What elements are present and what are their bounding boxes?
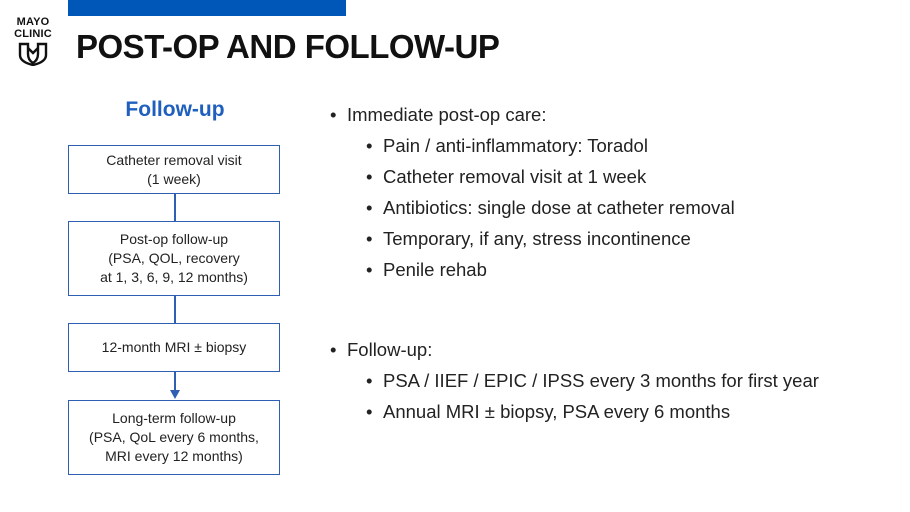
flow-box-long-term-follow-up: Long-term follow-up (PSA, QoL every 6 months, MRI every 12 months) [68, 400, 280, 475]
list-item: • Antibiotics: single dose at catheter removal [366, 197, 735, 218]
flow-connector [174, 372, 176, 392]
list-item: • Temporary, if any, stress incontinence [366, 228, 691, 249]
flow-connector [174, 296, 176, 323]
mayo-clinic-logo [8, 16, 58, 66]
logo-text-line1: MAYO [16, 16, 50, 28]
flow-box-post-op-follow-up: Post-op follow-up (PSA, QOL, recovery at 1, 3, 6, 9, 12 months) [68, 221, 280, 296]
top-accent-bar [68, 0, 346, 16]
flow-box-catheter-removal: Catheter removal visit (1 week) [68, 145, 280, 194]
arrow-down-icon [170, 390, 180, 399]
list-item: • Pain / anti-inflammatory: Toradol [366, 135, 648, 156]
logo-text-line2: CLINIC [14, 28, 52, 40]
bullet-heading-post-op: • Immediate post-op care: [330, 104, 547, 125]
list-item: • Catheter removal visit at 1 week [366, 166, 647, 187]
flowchart-heading: Follow-up [125, 98, 225, 121]
bullet-heading-follow-up: • Follow-up: [330, 339, 433, 360]
flow-connector [174, 194, 176, 221]
list-item: • PSA / IIEF / EPIC / IPSS every 3 months for first year [366, 370, 819, 391]
flow-box-12-month-mri: 12-month MRI ± biopsy [68, 323, 280, 372]
page-title: POST-OP AND FOLLOW-UP [76, 28, 500, 65]
list-item: • Penile rehab [366, 259, 487, 280]
list-item: • Annual MRI ± biopsy, PSA every 6 months [366, 401, 731, 422]
shield-icon [18, 42, 48, 66]
